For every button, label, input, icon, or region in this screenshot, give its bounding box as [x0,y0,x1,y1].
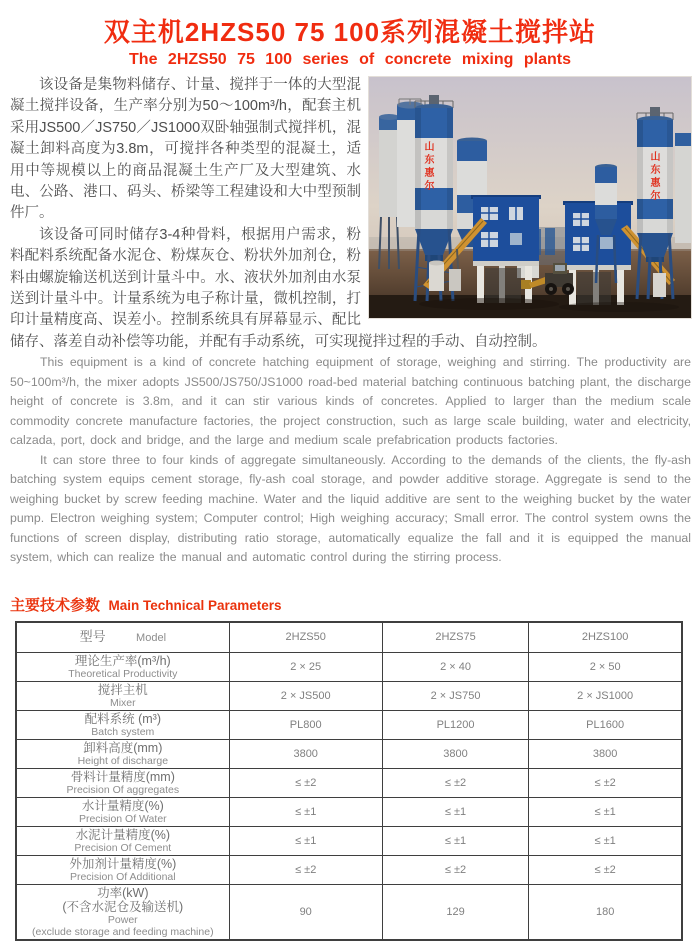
model-label-en: Model [136,632,167,645]
param-label-zh: 骨料计量精度(mm) [70,769,175,784]
param-label-cell [16,768,229,797]
intro-section [10,75,691,589]
param-value-cell: PL800 [229,710,382,739]
param-value-cell: ≤ ±1 [529,826,682,855]
model-label-zh: 型号 [79,629,106,645]
param-label-zh: 卸料高度(mm) [83,740,163,755]
param-label-en: Mixer [109,696,136,709]
param-value-cell: PL1600 [529,710,682,739]
param-label-zh: 水泥计量精度(%) [75,827,171,842]
param-value-cell: 90 [229,884,382,940]
section-header [10,597,700,615]
param-label-en: Precision Of Cement [74,841,172,854]
paragraph-zh-1: 该设备是集物料储存、计量、搅拌于一体的大型混凝土搅拌设备，生产率分别为50～100m³/h，配套主机采用JS500／JS750／JS1000双卧轴强制式搅拌机，混凝土卸料高度为3.8m，可搅拌各种类型的混凝土，适用中等规模以上的商品混凝土生产厂及大型建筑、水电、公路、港口、码头、桥梁等工程建设和大中型预制件厂。 [10,77,361,222]
param-value-cell: 2 × JS1000 [529,681,682,710]
param-value-cell: ≤ ±1 [382,797,529,826]
table-row [16,855,682,884]
param-label-zh: 理论生产率(m³/h) [74,653,171,668]
section-header-zh: 主要技术参数 [10,597,101,614]
param-value-cell: ≤ ±1 [229,826,382,855]
table-row [16,681,682,710]
table-row [16,652,682,681]
param-value-cell: 2 × JS750 [382,681,529,710]
param-label-cell [16,884,229,940]
param-label-cell [16,855,229,884]
param-label-cell [16,739,229,768]
param-value-cell: 2 × 25 [229,652,382,681]
silo-brand-text-left: 山东惠尔 [422,141,433,193]
product-photo [369,77,691,318]
param-label-zh: 水计量精度(%) [81,798,164,813]
table-row-power [16,884,682,940]
param-value-cell: 3800 [229,739,382,768]
param-value-cell: 2 × 40 [382,652,529,681]
param-label-zh: 搅拌主机 [97,682,148,697]
param-value-cell: ≤ ±1 [382,826,529,855]
paragraph-en-2: It can store three to four kinds of aggregate simultaneously. According to the demands of the clients, the fly-ash batching system equips cement storage, fly-ash coal storage, and powder additive storage. Aggregate is send to the weighing bucket by screw feeding machine. Water and the liquid additive are sent to the weighing bucket by the water pump. Electron weighing system; Computer control; High weighing accuracy; Small error. The control system owns the functions of screen display, distributing ratio storage, automatically equalize the fall and it is equipped the manual system, which can realize the manual and automatic control during the stirring process. [10,452,691,565]
param-value-cell: ≤ ±2 [382,855,529,884]
table-header-row [16,622,682,652]
model-label-cell [16,622,229,652]
param-value-cell: 2 × 50 [529,652,682,681]
param-value-cell: 3800 [529,739,682,768]
model-value-cell: 2HZS75 [382,622,529,652]
model-value-cell: 2HZS100 [529,622,682,652]
param-label-zh: 配料系统 (m³) [84,711,161,726]
param-label-cell [16,652,229,681]
param-value-cell: ≤ ±1 [229,797,382,826]
param-value-cell: ≤ ±2 [229,768,382,797]
param-label-zh: 外加剂计量精度(%) [69,856,177,871]
param-label-zh-note: (不含水泥仓及输送机) [62,899,184,914]
param-label-cell [16,826,229,855]
param-label-en: Precision Of aggregates [66,783,180,796]
param-label-zh: 功率(kW) [97,885,149,900]
param-label-en-note: (exclude storage and feeding machine) [32,925,214,938]
page-subtitle: The 2HZS50 75 100 series of concrete mixing plants [129,51,571,68]
silo-brand-text-right: 山东惠尔 [648,151,659,203]
plant-photo-illustration [369,77,691,318]
param-value-cell: 180 [529,884,682,940]
param-label-en: Theoretical Productivity [68,667,178,680]
param-value-cell: ≤ ±1 [529,797,682,826]
table-row [16,797,682,826]
param-value-cell: ≤ ±2 [529,855,682,884]
param-label-cell [16,681,229,710]
paragraph-en-1: This equipment is a kind of concrete hatching equipment of storage, weighing and stirring. The productivity are 50~100m³/h, the mixer adopts JS500/JS750/JS1000 road-bed material batching continuous batching plant, the discharge height of concrete is 3.8m, and it can stir various kinds of concretes. Applied to larger than the medium scale commodity concrete manufacture factories, the project construction, such as large scale building, water and electricity, calzada, port, dock and bridge, and the large and medium scale prefabrication products factories. [10,355,691,448]
param-value-cell: ≤ ±2 [529,768,682,797]
param-label-en: Batch system [91,725,155,738]
param-label-en: Height of discharge [77,754,169,767]
table-row [16,826,682,855]
param-label-en: Precision Of Water [78,812,167,825]
param-value-cell: 2 × JS500 [229,681,382,710]
param-label-en: Power [107,913,138,926]
param-value-cell: PL1200 [382,710,529,739]
param-value-cell: 129 [382,884,529,940]
page-title: 双主机2HZS50 75 100系列混凝土搅拌站 [103,17,597,47]
table-row [16,739,682,768]
spec-table [15,621,683,941]
param-label-cell [16,710,229,739]
param-value-cell: ≤ ±2 [382,768,529,797]
param-value-cell: 3800 [382,739,529,768]
param-label-cell [16,797,229,826]
table-row [16,710,682,739]
paragraph-zh-2: 该设备可同时储存3-4种骨料，根据用户需求，粉料配料系统配备水泥仓、粉煤灰仓、粉状外加剂仓，粉料由螺旋输送机送到计量斗中。水、液状外加剂由水泵送到计量斗中。计量系统为电子称计量，微机控制，打印计量精度高、误差小。控制系统具有屏幕显示、配比储存、落差自动补偿等功能，并配有手动系统，可实现搅拌过程的手动、自动控制。 [10,226,547,350]
model-value-cell: 2HZS50 [229,622,382,652]
param-label-en: Precision Of Additional [69,870,176,883]
section-header-en: Main Technical Parameters [108,598,282,613]
param-value-cell: ≤ ±2 [229,855,382,884]
table-row [16,768,682,797]
document-page [0,12,700,940]
